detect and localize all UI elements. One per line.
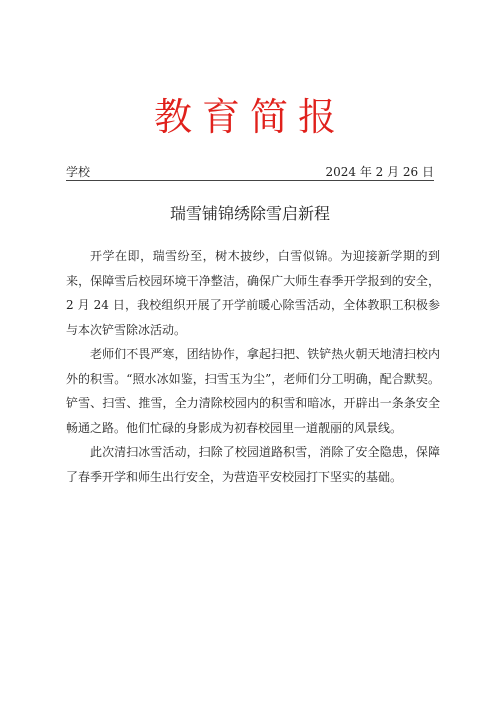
article-headline: 瑞雪铺锦绣除雪启新程	[169, 204, 330, 223]
issue-date: 2024 年 2 月 26 日	[325, 165, 434, 179]
masthead-title: 教育简报	[153, 95, 346, 139]
article-body	[66, 244, 440, 489]
school-label: 学校	[66, 165, 91, 179]
article-paragraph: 此次清扫冰雪活动，扫除了校园道路积雪，消除了安全隐患，保障了春季开学和师生出行安全，为营造平安校园打下坚实的基础。	[66, 445, 440, 484]
article-paragraph: 开学在即，瑞雪纷至，树木披纱，白雪似锦。为迎接新学期的到来，保障雪后校园环境干净整洁，确保广大师生春季开学报到的安全，2 月 24 日，我校组织开展了开学前暖心除雪活动，全体教职工积极参与本次铲雪除冰活动。	[66, 249, 440, 337]
article-paragraph: 老师们不畏严寒，团结协作，拿起扫把、铁铲热火朝天地清扫校内外的积雪。“照水冰如鉴，扫雪玉为尘”，老师们分工明确，配合默契。铲雪、扫雪、推雪，全力清除校园内的积雪和暗冰，开辟出一条条安全畅通之路。他们忙碌的身影成为初春校园里一道靓丽的风景线。	[66, 347, 440, 435]
dateline	[66, 164, 434, 181]
